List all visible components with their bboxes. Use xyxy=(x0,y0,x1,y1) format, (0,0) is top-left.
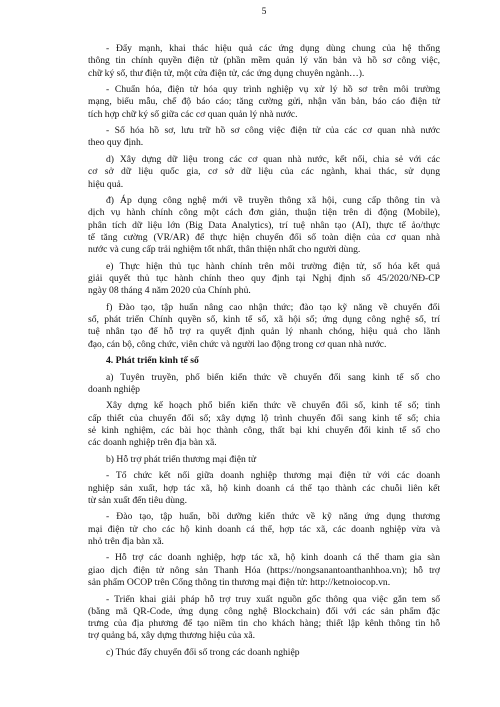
text-line: các doanh nghiệp trên địa bàn xã. xyxy=(88,437,217,449)
text-line: hiệu quả. xyxy=(88,178,124,190)
text-line: từ sản xuất đến tiêu dùng. xyxy=(88,494,187,506)
paragraph xyxy=(88,154,440,191)
paragraph xyxy=(88,84,440,121)
text-line: mạng, biểu mẫu, chế độ báo cáo; tăng cường gửi, nhận văn bản, báo cáo điện tử xyxy=(88,96,440,108)
text-line: 4. Phát triển kinh tế số xyxy=(106,355,199,367)
text-line: số, phát triển Chính quyền số, kinh tế số, xã hội số; ứng dụng công nghệ số, trí xyxy=(88,314,440,326)
text-line: d) Xây dựng dữ liệu trong các cơ quan nhà nước, kết nối, chia sẻ với các xyxy=(106,153,440,165)
paragraph xyxy=(88,195,440,256)
text-line: dịch vụ hành chính công một cách đơn giản, thuận tiện trên di động (Mobile), xyxy=(88,207,440,219)
text-line: ngày 08 tháng 4 năm 2020 của Chính phủ. xyxy=(88,285,251,297)
text-line: - Triển khai giải pháp hỗ trợ truy xuất nguồn gốc thông qua việc gắn tem số xyxy=(106,593,440,605)
paragraph xyxy=(88,511,440,548)
text-line: sẻ kinh nghiệm, các bài học thành công, thất bại khi chuyển đổi kinh tế số cho xyxy=(88,425,440,436)
paragraph xyxy=(88,261,440,298)
paragraph xyxy=(88,43,440,80)
text-line: a) Tuyên truyền, phổ biến kiến thức về chuyển đổi sang kinh tế số cho xyxy=(106,371,440,383)
text-line: cấp thiết của chuyển đổi số; xây dựng lộ trình chuyển đổi sang kinh tế số; chia xyxy=(88,412,440,424)
section-heading xyxy=(88,355,440,367)
document-body xyxy=(88,43,440,659)
text-line: b) Hỗ trợ phát triển thương mại điện tử xyxy=(106,453,257,465)
text-line: sản phẩm OCOP trên Cổng thông tin thương mại điện tử: http://ketnoiocop.vn. xyxy=(88,577,391,589)
text-line: đ) Áp dụng công nghệ mới về truyền thông xã hội, cung cấp thông tin và xyxy=(106,195,440,207)
text-line: Xây dựng kế hoạch phổ biến kiến thức về chuyển đổi số, kinh tế số; tinh xyxy=(106,400,440,412)
text-line: phân tích dữ liệu lớn (Big Data Analytics), trí tuệ nhân tạo (AI), thực tế ảo/thực xyxy=(88,219,440,231)
paragraph xyxy=(88,400,440,449)
text-line: - Đẩy mạnh, khai thác hiệu quả các ứng dụng dùng chung của hệ thống xyxy=(106,43,440,54)
paragraph xyxy=(88,454,440,466)
text-line: nhỏ trên địa bàn xã. xyxy=(88,535,164,547)
text-line: - Hỗ trợ các doanh nghiệp, hợp tác xã, hộ kinh doanh cá thể tham gia sàn xyxy=(106,552,440,564)
text-line: cơ sở dữ liệu quốc gia, cơ sở dữ liệu của các ngành, khai thác, sử dụng xyxy=(88,166,440,178)
text-line: nước và cung cấp trải nghiệm tốt nhất, thân thiện nhất cho người dùng. xyxy=(88,244,361,256)
text-line: - Số hóa hồ sơ, lưu trữ hồ sơ công việc điện tử của các cơ quan nhà nước xyxy=(106,125,440,137)
paragraph xyxy=(88,470,440,507)
paragraph xyxy=(88,552,440,589)
paragraph xyxy=(88,302,440,351)
paragraph xyxy=(88,647,440,659)
text-line: c) Thúc đẩy chuyển đổi số trong các doanh nghiệp xyxy=(106,646,300,658)
text-line: - Đào tạo, tập huấn, bồi dưỡng kiến thức về kỹ năng ứng dụng thương xyxy=(106,511,440,523)
text-line: tế tăng cường (VR/AR) để thực hiện chuyển đổi số toàn diện của cơ quan nhà xyxy=(88,231,440,243)
text-line: giao dịch điện tử nông sản Thanh Hóa (https://nongsanantoanthanhhoa.vn); hỗ trợ xyxy=(88,564,440,576)
text-line: tuệ nhân tạo để hỗ trợ ra quyết định quản lý nhanh chóng, hiệu quả cho lãnh xyxy=(88,326,440,338)
text-line: doanh nghiệp xyxy=(88,383,140,395)
text-line: mại điện tử cho các hộ kinh doanh cá thể, hợp tác xã, các doanh nghiệp vừa và xyxy=(88,523,440,535)
text-line: theo quy định. xyxy=(88,137,144,149)
text-line: e) Thực hiện thủ tục hành chính trên môi trường điện tử, số hóa kết quả xyxy=(106,260,440,272)
text-line: nghiệp sản xuất, hợp tác xã, hộ kinh doanh cá thể tạo thành các chuỗi liên kết xyxy=(88,482,440,494)
text-line: - Chuẩn hóa, điện tử hóa quy trình nghiệp vụ xử lý hồ sơ trên môi trường xyxy=(106,84,440,96)
text-line: giải quyết thủ tục hành chính theo quy định tại Nghị định số 45/2020/NĐ-CP xyxy=(88,272,440,284)
text-line: trợ quảng bá, xây dựng thương hiệu của xã. xyxy=(88,630,256,642)
text-line: trưng của địa phương để tạo niềm tin cho khách hàng; thiết lập kênh thông tin hỗ xyxy=(88,618,440,630)
paragraph xyxy=(88,372,440,397)
text-line: chữ ký số, thư điện tử, một cửa điện tử, các ứng dụng chuyên ngành…). xyxy=(88,67,365,79)
text-line: f) Đào tạo, tập huấn nâng cao nhận thức; đào tạo kỹ năng về chuyển đổi xyxy=(106,301,440,313)
text-line: đạo, cán bộ, công chức, viên chức và người lao động trong cơ quan nhà nước. xyxy=(88,338,387,350)
text-line: - Tổ chức kết nối giữa doanh nghiệp thương mại điện tử với các doanh xyxy=(106,470,440,482)
text-line: thông tin chính quyền điện tử (phần mềm quản lý văn bản và hồ sơ công việc, xyxy=(88,55,440,67)
text-line: tích hợp chữ ký số giữa các cơ quan quản lý nhà nước. xyxy=(88,108,298,120)
text-line: (bằng mã QR-Code, ứng dụng công nghệ Blockchain) đối với các sản phẩm đặc xyxy=(88,605,440,617)
page-number: 5 xyxy=(261,6,267,17)
paragraph xyxy=(88,594,440,643)
paragraph xyxy=(88,125,440,150)
